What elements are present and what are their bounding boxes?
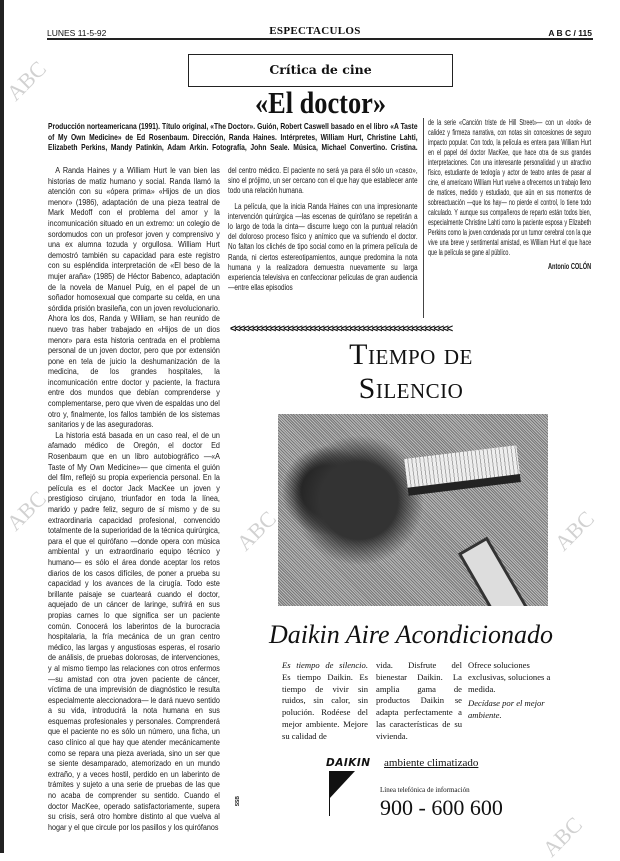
ad-slogan: Daikin Aire Acondicionado bbox=[268, 620, 554, 649]
article-author: Antonio COLÓN bbox=[547, 261, 592, 271]
article-credits: Producción norteamericana (1991). Título original, «The Doctor». Guión, Robert Caswell basado en el libro «A Taste of My Own Medicine» de Ed Rosenbaum. Dirección, Randa Haines. Intérpretes, William Hurt, Christine Lahti, Elizabeth Perkins, Mandy Patinkin, Adam Arkin. Fotografía, John Seale. Música, Michael Convertino. Cristina. bbox=[48, 121, 418, 152]
ad-photo bbox=[278, 414, 548, 606]
ad-headline-text: Tiempo de bbox=[349, 338, 473, 371]
article-paragraph: del centro médico. El paciente no será ya para él sólo un «caso», sino el prójimo, un ser cercano con el que hay que establecer ante todo una relación humana. bbox=[228, 166, 418, 196]
ad-column-2 bbox=[376, 660, 462, 743]
article-paragraph: de la serie «Canción triste de Hill Street»— con un «look» de calidez y firmeza narrativa, con notas sin concesiones de seguro impacto popular. Con todo, la película es entera para William Hurt en el papel del doctor MacKee, que hace otra de sus grandes interpretaciones. Con una interesante personalidad y un atractivo físico, estudiante de teología y actor de teatro antes de pasar al cine, el americano William Hurt vuelve a ofrecernos un trabajo lleno de matices, medido y estudiado, que aún en sus momentos de sobreactuación —que los hay— no pierde el control, lo tiene todo calculado. Y aunque sus compañeros de reparto están todos bien, especialmente Christine Lahti como la paciente esposa y Elizabeth Perkins como la joven condenada por un tumor cerebral con la que vive una breve y sentimental amistad, es William Hurt el que hace que la película se gane al público. bbox=[428, 118, 592, 257]
article-title: «El doctor» bbox=[254, 85, 387, 120]
column-divider bbox=[423, 118, 424, 318]
article-paragraph: La historia está basada en un caso real, el de un afamado médico de Oregón, el doctor Ed Rosenbaum que en un libro autobiográfico —«A Taste of My Own Medicine»— que cimenta el guión del film, reflejó su propia experiencia personal. En la película es el doctor Jack MacKee un joven y prestigioso cirujano, triunfador en toda la línea, marido y padre feliz, seguro de sí mismo y de su extraordinaria capacidad profesional, convencido totalmente de la superioridad de la técnica quirúrgica, para el que el quirófano —donde opera con música ambiental y un extraordinario equipo técnico y humano— es sólo el área donde aceptar los retos diarios de los casos difíciles, de poner a prueba su capacidad y los avances de la cirugía. Todo este brillante paisaje se cuarteará cuando el doctor, aquejado de un cáncer de laringe, sufrirá en sus propias carnes lo que significa ser un paciente común. Conocerá los laberintos de la burocracia hospitalaria, la fría mecánica de un gran centro médico, las largas y angustiosas esperas, el rosario de análisis, de pruebas dolorosas, de intervenciones, y al mismo tiempo las relaciones con otros enfermos —su amistad con otra joven paciente de cáncer, víctima de una imprevisión de diagnóstico le resulta especialmente aleccionadora— le dará nuevo sentido a su vida, introducirá la nota humana en sus esquemas profesionales y personales. Comprenderá que el paciente no es sólo un número, una ficha, un caso clínico al que hay que atender mecánicamente como se repara una pieza averiada, sino un ser que se siente desamparado, atemorizado en un mundo extraño, y a veces hostil, perdido en un laberinto de trámites y sujeto a una serie de pruebas de las que no acaba de comprender su sentido. Cuando el doctor MacKee, operado satisfactoriamente, supera su crisis, será otro hombre distinto al que vuelva al hogar y el que circule por los pasillos y los quirófanos bbox=[48, 430, 220, 832]
logo-line bbox=[329, 771, 330, 816]
watermark: ABC bbox=[1, 485, 52, 536]
ad-code: SSB bbox=[235, 796, 241, 807]
zigzag-divider: <<<<<<<<<<<<<<<<<<<<<<<<<<<<<<<<<<<<<<<<<<<<<<<<<< bbox=[230, 324, 452, 334]
remote-control bbox=[458, 537, 532, 606]
article-column-3 bbox=[428, 118, 591, 271]
header-page: A B C / 115 bbox=[548, 28, 592, 38]
header-date: LUNES 11-5-92 bbox=[47, 28, 107, 38]
watermark: ABC bbox=[549, 505, 600, 556]
watermark: ABC bbox=[231, 505, 282, 556]
ad-text: Es tiempo Daikin. Es tiempo de vivir sin ruidos, sin calor, sin polución. Rodéese del mejor ambiente. Mejore su calidad de bbox=[282, 671, 368, 741]
ad-text: Ofrece soluciones exclusivas, soluciones a medida. bbox=[468, 660, 551, 694]
watermark: ABC bbox=[1, 55, 52, 106]
ad-headline-line2 bbox=[230, 372, 592, 406]
ad-tagline: ambiente climatizado bbox=[384, 757, 479, 769]
ad-text: vida. Disfrute del bienestar Daikin. La amplia gama de productos Daikin se adapta perfectamente a las características de su vivienda. bbox=[376, 660, 462, 741]
header-section: ESPECTACULOS bbox=[269, 25, 361, 37]
ad-lead: Es tiempo de silencio. bbox=[282, 660, 368, 670]
ad-column-1 bbox=[282, 660, 368, 743]
scan-edge bbox=[0, 0, 4, 853]
article-paragraph: A Randa Haines y a William Hurt le van bien las historias de matiz humano y social. Randa llamó la atención con su «ópera prima» «Hijos de un dios menor» (1986), adaptación de una pieza teatral de Mark Medoff con el problema del amor y la incomunicación situado en un extremo: un colegio de sordomudos con un profesor joven y comprensivo y una ex alumna tozuda y orgullosa. William Hurt demostró también su capacidad para este registro con su espléndida interpretación de «El beso de la mujer araña» (1985) de Héctor Babenco, adaptación de la novela de Manuel Puig, en el papel de un soñador homosexual que comparte su celda, en una sórdida prisión brasileña, con un joven revolucionario. Ahora los dos, Randa y William, se han reunido de nuevo tras haber trabajado en «Hijos de un dios menor» para esta historia centrada en el problema personal de un joven doctor, pero que por extensión pone en tela de juicio la deshumanización de la medicina, de los grandes hospitales, la incomunicación entre doctor y paciente, la fractura entre dos mundos que debían comprenderse y complementarse, pero que viven de espaldas uno del otro y, finalmente, los fallos también de los sistemas sanitarios y de las aseguradoras. bbox=[48, 166, 220, 430]
article-column-1 bbox=[48, 166, 220, 833]
header-rule bbox=[47, 38, 593, 40]
article-column-2 bbox=[228, 166, 418, 293]
ad-tagline-italic: Decídase por el mejor ambiente. bbox=[468, 698, 545, 721]
article-kicker: Crítica de cine bbox=[188, 54, 453, 87]
ad-headline-line1 bbox=[230, 338, 592, 372]
ad-column-3 bbox=[468, 660, 558, 722]
phone-number: 900 - 600 600 bbox=[380, 795, 503, 820]
article-paragraph: La película, que la inicia Randa Haines con una impresionante intervención quirúrgica —las escenas de quirófano se repetirán a lo largo de toda la cinta— discurre luego con la puntual relación del doloroso proceso físico y anímico que va sufriendo el doctor. No faltan los clichés de tipo social como en la primera película de Randa, ni ciertos estereotipamientos, aunque predomina la nota humana y la realizadora demuestra nuevamente su larga experiencia televisiva en confeccionar películas de gran audiencia —entre ellas episodios bbox=[228, 201, 418, 293]
daikin-logo: DAIKIN bbox=[326, 757, 371, 769]
phone-label: Línea telefónica de información bbox=[380, 786, 470, 794]
air-conditioner-unit bbox=[404, 445, 521, 495]
daikin-logo-triangle-icon bbox=[329, 771, 355, 799]
ad-headline-text: Silencio bbox=[358, 372, 464, 405]
watermark: ABC bbox=[537, 811, 588, 861]
